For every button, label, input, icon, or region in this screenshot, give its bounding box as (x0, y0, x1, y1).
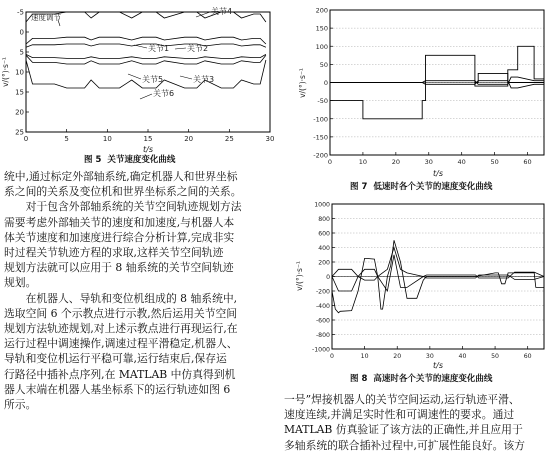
y-tick-label: 100 (315, 42, 328, 51)
y-tick-label: 0 (19, 28, 24, 37)
y-tick-label: 50 (319, 60, 328, 69)
text-line: 体关节速度和加速度进行综合分析计算,完成非实 (4, 230, 235, 244)
figure-8-number: 图 8 (350, 374, 368, 384)
annotation-speed-adjust: 速度调节 (31, 13, 61, 22)
figure-7-number: 图 7 (350, 182, 368, 192)
y-tick-label: -600 (315, 317, 330, 325)
series-line-2 (330, 77, 544, 84)
text-line: 器人末端在机器人基坐标系下的运行轨迹如图 6 (4, 382, 231, 396)
y-tick-label: 25 (15, 128, 24, 137)
y-tick-label: -200 (313, 151, 328, 160)
y-axis-label: v/(°)·s⁻¹ (1, 57, 10, 87)
x-tick-label: 50 (490, 158, 499, 166)
figure-8-caption (350, 372, 498, 384)
text-line: 选取空间 6 个示教点进行示教,然后运用关节空间 (4, 306, 238, 320)
series-label-joint3: 关节3 (193, 75, 215, 84)
series-line-3 (330, 81, 544, 88)
x-tick-label: 30 (265, 135, 275, 143)
y-tick-label: 1000 (314, 201, 330, 209)
x-tick-label: 25 (224, 135, 234, 143)
x-tick-label: 5 (64, 135, 69, 143)
text-line: MATLAB 仿真验证了该方法的正确性,并且应用于 (284, 423, 523, 437)
figure-5-number: 图 5 (84, 155, 102, 165)
x-tick-label: 0 (327, 158, 333, 166)
y-tick-label: -100 (313, 115, 328, 124)
y-tick-label: 20 (15, 108, 24, 117)
figure-7-chart (292, 0, 554, 182)
text-line: 一号”焊接机器人的关节空间运动,运行轨迹平滑、 (284, 393, 520, 406)
series-line-3 (26, 44, 266, 47)
text-line: 行路径中插补点序列,在 MATLAB 中仿真得到机 (4, 367, 236, 381)
x-tick-label: 50 (491, 353, 500, 360)
leader-joint3 (180, 76, 192, 79)
text-line: 时过程关节轨迹方程的求取,这样关节空间轨迹 (4, 246, 224, 260)
y-tick-label: 150 (315, 24, 328, 33)
figure-5-caption (84, 153, 181, 165)
text-line: 速度连续,并满足实时性和可调速性的要求。通过 (284, 408, 515, 422)
series-label-joint1: 关节1 (148, 44, 170, 53)
figure-7-title: 低速时各个关节的速度变化曲线 (373, 182, 493, 192)
y-axis-label: v/(°)·s⁻¹ (298, 68, 307, 98)
figure-5-chart (0, 0, 276, 158)
x-tick-label: 15 (143, 135, 153, 143)
y-tick-label: -5 (17, 8, 24, 17)
right-text-column (284, 392, 554, 453)
text-line: 导轨和变位机运行平稳可靠,运行结束后,保存运 (4, 352, 227, 366)
series-line-5 (26, 55, 266, 64)
text-line: 规划。 (4, 276, 37, 290)
y-tick-label: 15 (15, 88, 24, 97)
x-tick-label: 30 (425, 353, 434, 360)
figure-7-caption (350, 180, 498, 192)
text-line: 需要考虑外部轴关节的速度和加速度,与机器人本 (4, 215, 235, 229)
y-tick-label: 10 (15, 68, 24, 77)
x-tick-label: 60 (523, 353, 532, 360)
x-tick-label: 30 (424, 158, 433, 166)
y-tick-label: 400 (318, 245, 330, 252)
y-tick-label: 200 (318, 259, 330, 267)
x-tick-label: 20 (393, 353, 402, 360)
y-tick-label: 200 (315, 6, 328, 15)
x-tick-label: 20 (391, 158, 400, 166)
x-tick-label: 20 (184, 135, 194, 143)
x-tick-label: 0 (330, 353, 334, 360)
x-tick-label: 10 (358, 158, 368, 166)
x-axis-label: t/s (433, 361, 443, 370)
series-label-joint4: 关节4 (211, 7, 233, 16)
series-line-4 (26, 54, 266, 58)
left-text-column (4, 169, 276, 412)
y-tick-label: 800 (318, 216, 330, 223)
x-axis-label: t/s (143, 145, 153, 154)
figure-5-title: 关节速度变化曲线 (107, 155, 176, 165)
text-line: 运行过程中调速操作,调速过程平滑稳定,机器人、 (4, 337, 238, 351)
y-tick-label: -200 (315, 288, 330, 296)
series-label-joint2: 关节2 (187, 44, 209, 53)
leader-joint1 (134, 45, 147, 48)
x-tick-label: 40 (458, 353, 467, 360)
x-tick-label: 10 (102, 135, 112, 143)
text-line: 在机器人、导轨和变位机组成的 8 轴系统中, (25, 291, 238, 305)
y-tick-label: -150 (313, 133, 328, 142)
figure-8-title: 高速时各个关节的速度变化曲线 (373, 374, 493, 384)
text-line: 统中,通过标定外部轴系统,确定机器人和世界坐标 (4, 170, 238, 183)
y-tick-label: 0 (326, 274, 330, 281)
text-line: 规划方法就可以应用于 8 轴系统的关节空间轨迹 (4, 261, 234, 275)
y-tick-label: 600 (318, 230, 330, 238)
series-label-joint5: 关节5 (142, 75, 164, 84)
leader-joint6 (140, 94, 152, 99)
series-line-2 (26, 37, 266, 44)
y-tick-label: 5 (19, 48, 24, 57)
y-tick-label: -800 (315, 332, 330, 339)
figure-8-chart (292, 196, 554, 372)
leader-joint2 (175, 48, 186, 49)
y-tick-label: 0 (323, 79, 328, 87)
text-line: 所示。 (4, 398, 37, 412)
y-tick-label: -400 (315, 303, 330, 310)
x-tick-label: 10 (360, 353, 369, 360)
leader-joint5 (128, 74, 141, 79)
text-line: 多轴系统的联合插补过程中,可扩展性能良好。该方 (284, 438, 525, 452)
x-tick-label: 60 (523, 158, 532, 166)
y-tick-label: -50 (317, 97, 328, 106)
x-tick-label: 40 (457, 158, 466, 166)
x-axis-label: t/s (433, 169, 443, 178)
text-line: 对于包含外部轴系统的关节空间轨迹规划方法 (25, 200, 242, 214)
text-line: 规划方法轨迹规划,对上述示教点进行再现运行,在 (4, 322, 238, 336)
x-tick-label: 0 (23, 135, 29, 143)
y-axis-label: v/(°)·s⁻¹ (295, 261, 304, 291)
y-tick-label: -1000 (312, 346, 330, 354)
text-line: 系之间的关系及变位机和世界坐标系之间的关系。 (4, 185, 242, 199)
series-label-joint6: 关节6 (153, 89, 175, 98)
plot-frame (26, 12, 270, 132)
